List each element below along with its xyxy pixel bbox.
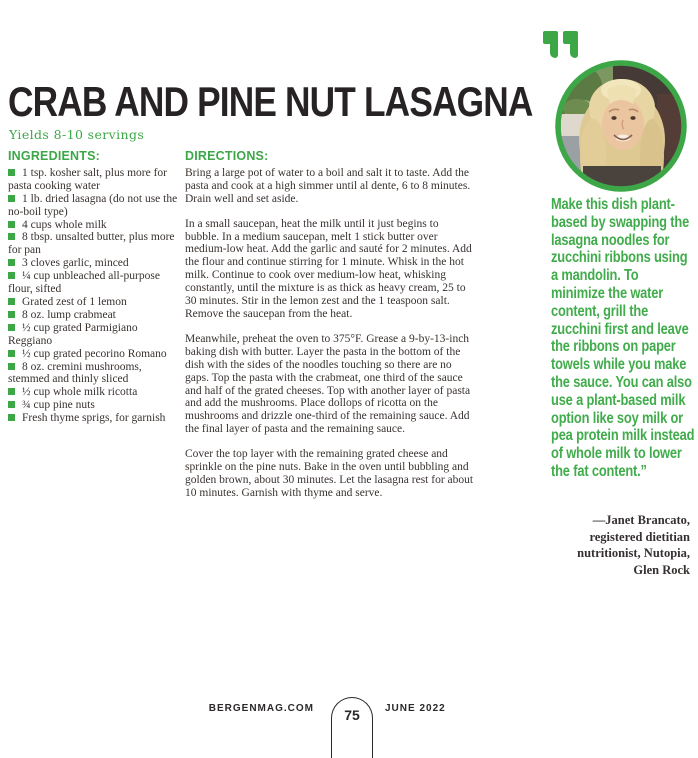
square-bullet-icon bbox=[8, 311, 15, 318]
ingredient-text: 3 cloves garlic, minced bbox=[22, 257, 129, 270]
page-number-tab bbox=[331, 697, 373, 758]
ingredient-item bbox=[8, 322, 178, 348]
ingredient-item bbox=[8, 348, 178, 361]
ingredient-text: ¼ cup unbleached all-purpose flour, sifted bbox=[8, 270, 160, 296]
page-number: 75 bbox=[344, 707, 360, 723]
square-bullet-icon bbox=[8, 272, 15, 279]
direction-paragraph: Cover the top layer with the remaining grated cheese and sprinkle on the pine nuts. Bake in the oven until bubbling and golden brown, about 30 minutes. Let the lasagna rest for about 10 minutes. Garnish with thyme and serve. bbox=[185, 448, 474, 499]
square-bullet-icon bbox=[8, 259, 15, 266]
ingredient-item bbox=[8, 386, 178, 399]
ingredient-item bbox=[8, 361, 178, 387]
ingredients-heading: INGREDIENTS: bbox=[8, 149, 100, 163]
ingredient-item bbox=[8, 193, 178, 219]
opening-double-quote-icon bbox=[543, 31, 578, 58]
square-bullet-icon bbox=[8, 233, 15, 240]
ingredient-text: ½ cup grated Parmigiano Reggiano bbox=[8, 321, 138, 347]
ingredient-text: Grated zest of 1 lemon bbox=[22, 295, 127, 308]
ingredient-item bbox=[8, 167, 178, 193]
ingredient-item bbox=[8, 270, 178, 296]
ingredient-text: 8 tbsp. unsalted butter, plus more for pan bbox=[8, 231, 175, 257]
ingredient-item bbox=[8, 399, 178, 412]
attribution-line: —Janet Brancato, bbox=[592, 513, 690, 527]
footer-issue-date: JUNE 2022 bbox=[385, 703, 446, 714]
square-bullet-icon bbox=[8, 169, 15, 176]
ingredient-text: ¾ cup pine nuts bbox=[22, 399, 95, 412]
square-bullet-icon bbox=[8, 414, 15, 421]
attribution-line: nutritionist, Nutopia, bbox=[577, 546, 690, 560]
ingredient-text: 1 lb. dried lasagna (do not use the no-boil type) bbox=[8, 192, 178, 218]
square-bullet-icon bbox=[8, 298, 15, 305]
ingredient-text: ½ cup grated pecorino Romano bbox=[22, 347, 167, 360]
directions-column bbox=[185, 150, 474, 512]
square-bullet-icon bbox=[8, 350, 15, 357]
ingredient-text: 1 tsp. kosher salt, plus more for pasta cooking water bbox=[8, 166, 168, 192]
attribution-line: Glen Rock bbox=[633, 562, 690, 577]
ingredient-item bbox=[8, 219, 178, 232]
ingredient-item bbox=[8, 257, 178, 270]
ingredient-item bbox=[8, 231, 178, 257]
square-bullet-icon bbox=[8, 195, 15, 202]
direction-paragraph: Bring a large pot of water to a boil and salt it to taste. Add the pasta and cook at a high simmer until al dente, 6 to 8 minutes. Drain well and set aside. bbox=[185, 166, 471, 205]
ingredient-text: 8 oz. lump crabmeat bbox=[22, 308, 116, 321]
square-bullet-icon bbox=[8, 388, 15, 395]
directions-heading: DIRECTIONS: bbox=[185, 149, 269, 163]
directions-paragraphs bbox=[185, 167, 474, 500]
square-bullet-icon bbox=[8, 221, 15, 228]
square-bullet-icon bbox=[8, 401, 15, 408]
ingredient-text: Fresh thyme sprigs, for garnish bbox=[22, 412, 166, 425]
square-bullet-icon bbox=[8, 324, 15, 331]
ingredient-item bbox=[8, 309, 178, 322]
ingredients-list bbox=[8, 167, 178, 425]
pull-quote-text: Make this dish plant-based by swapping the lasagna noodles for zucchini ribbons using a mandolin. To minimize the water content, grill the zucchini first and leave the ribbons on paper towels while you make the sauce. You can also use a plant-based milk option like soy milk or pea protein milk instead of whole milk to lower the fat content.” bbox=[551, 196, 695, 480]
attribution-line: registered dietitian bbox=[589, 529, 690, 544]
direction-paragraph: Meanwhile, preheat the oven to 375°F. Grease a 9-by-13-inch baking dish with butter. Layer the pasta in the bottom of the dish with the sides of the noodles touching so there are no gaps. Top the pasta with the crabmeat, one third of the sauce and half of the grated cheeses. Top with another layer of pasta and add the mushrooms. Place dollops of ricotta on the mushrooms and drizzle one-third of the remaining sauce. Add the final layer of pasta and the remaining sauce. bbox=[185, 332, 471, 436]
ingredient-item bbox=[8, 296, 178, 309]
ingredient-text: 4 cups whole milk bbox=[22, 218, 107, 231]
quote-attribution bbox=[518, 512, 690, 578]
ingredients-column bbox=[8, 150, 178, 425]
recipe-yield: Yields 8-10 servings bbox=[9, 127, 145, 142]
ingredient-text: 8 oz. cremini mushrooms, stemmed and thinly sliced bbox=[8, 360, 142, 386]
ingredient-text: ½ cup whole milk ricotta bbox=[22, 386, 138, 399]
ingredient-item bbox=[8, 412, 178, 425]
footer-website: BERGENMAG.COM bbox=[208, 703, 314, 714]
portrait-photo bbox=[555, 60, 687, 192]
direction-paragraph: In a small saucepan, heat the milk until it just begins to bubble. In a medium saucepan, melt 1 stick butter over medium-low heat. Add the garlic and sauté for 2 minutes. Add the flour and continue stirring for 1 minute. Whisk in the hot milk. Continue to cook over medium-low heat, whisking constantly, until the mixture is as thick as heavy cream, 25 to 30 minutes. Stir in the lemon zest and the 1 teaspoon salt. Remove the saucepan from the heat. bbox=[185, 217, 472, 320]
square-bullet-icon bbox=[8, 363, 15, 370]
recipe-title: CRAB AND PINE NUT LASAGNA bbox=[8, 78, 533, 125]
